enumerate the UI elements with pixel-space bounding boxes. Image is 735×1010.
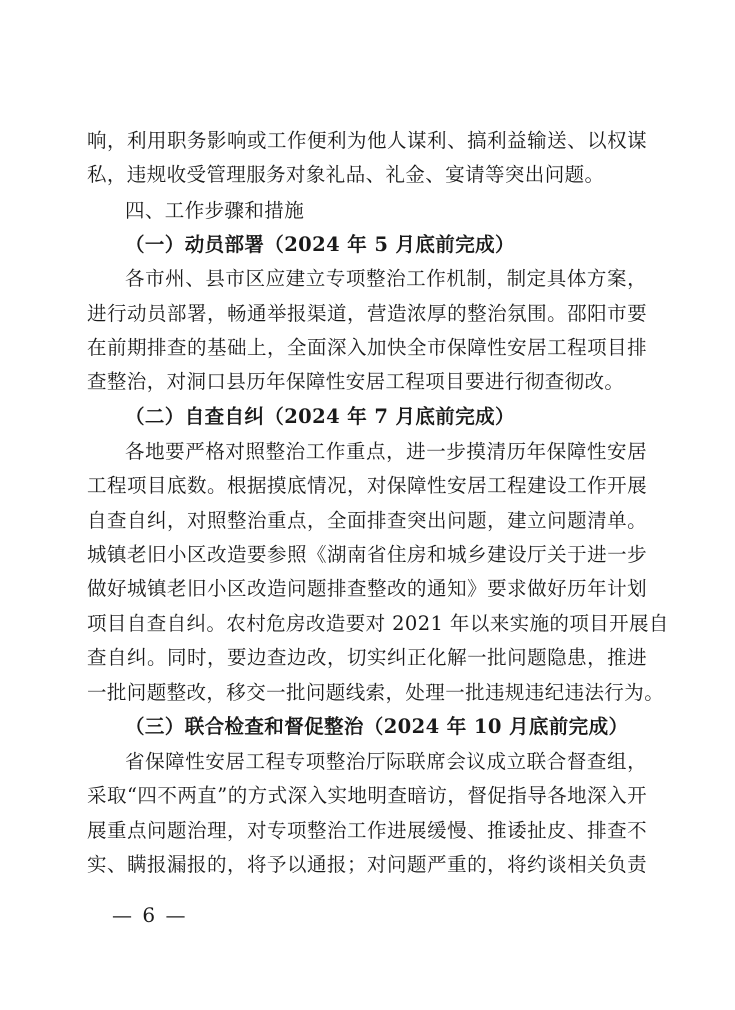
paragraph-line: 一批问题整改，移交一批问题线索，处理一批违规违纪违法行为。 [87, 681, 665, 704]
paragraph-line: 在前期排查的基础上，全面深入加快全市保障性安居工程项目排 [87, 336, 647, 359]
paragraph-line: 工程项目底数。根据摸底情况，对保障性安居工程建设工作开展 [87, 474, 647, 497]
paragraph-line: 展重点问题治理，对专项整治工作进展缓慢、推诿扯皮、排查不 [87, 819, 647, 842]
paragraph-line: 进行动员部署，畅通举报渠道，营造浓厚的整治氛围。邵阳市要 [87, 302, 647, 325]
paragraph-line: 城镇老旧小区改造要参照《湖南省住房和城乡建设厅关于进一步 [87, 543, 647, 566]
paragraph-line: 省保障性安居工程专项整治厅际联席会议成立联合督查组， [125, 750, 647, 773]
paragraph-line: 查整治，对洞口县历年保障性安居工程项目要进行彻查彻改。 [87, 370, 625, 393]
paragraph-line: 响，利用职务影响或工作便利为他人谋利、搞利益输送、以权谋 [87, 129, 647, 152]
subsection-heading: （三）联合检查和督促整治（2024 年 10 月底前完成） [125, 715, 629, 738]
paragraph-line: 各市州、县市区应建立专项整治工作机制，制定具体方案， [125, 267, 647, 290]
paragraph-line: 查自纠。同时，要边查边改，切实纠正化解一批问题隐患，推进 [87, 646, 647, 669]
paragraph-line: 自查自纠，对照整治重点，全面排查突出问题，建立问题清单。 [87, 509, 647, 532]
paragraph-line: 各地要严格对照整治工作重点，进一步摸清历年保障性安居 [125, 440, 647, 463]
subsection-heading: （二）自查自纠（2024 年 7 月底前完成） [125, 405, 515, 428]
paragraph-line: 做好城镇老旧小区改造问题排查整改的通知》要求做好历年计划 [87, 577, 647, 600]
paragraph-line: 项目自查自纠。农村危房改造要对 2021 年以来实施的项目开展自 [87, 612, 669, 635]
paragraph-line: 私，违规收受管理服务对象礼品、礼金、宴请等突出问题。 [87, 163, 605, 186]
page-number: — 6 — [112, 903, 188, 927]
paragraph-line: 实、瞒报漏报的，将予以通报；对问题严重的，将约谈相关负责 [87, 853, 647, 876]
section-heading: 四、工作步骤和措施 [125, 199, 305, 222]
paragraph-line: 采取“四不两直”的方式深入实地明查暗访，督促指导各地深入开 [87, 784, 647, 807]
subsection-heading: （一）动员部署（2024 年 5 月底前完成） [125, 233, 515, 256]
